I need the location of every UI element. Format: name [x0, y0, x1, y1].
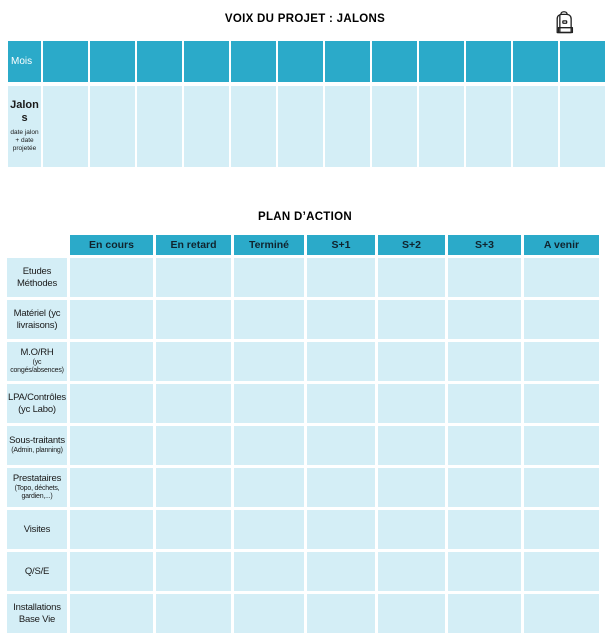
plan-column-header: A venir [524, 235, 599, 255]
plan-row-label [7, 552, 67, 591]
plan-cell[interactable] [156, 468, 231, 507]
plan-cell[interactable] [378, 594, 445, 633]
plan-cell[interactable] [307, 468, 375, 507]
jalons-title: VOIX DU PROJET : JALONS [224, 13, 386, 25]
plan-column-header: En retard [156, 235, 231, 255]
plan-cell[interactable] [307, 300, 375, 339]
plan-cell[interactable] [234, 342, 304, 381]
plan-cell[interactable] [448, 258, 521, 297]
plan-row-sublabel: (Admin, planning) [11, 447, 63, 455]
plan-row-label [7, 594, 67, 633]
month-cell[interactable] [231, 41, 276, 82]
plan-cell[interactable] [307, 426, 375, 465]
plan-row-label-text: Matériel (yc livraisons) [13, 307, 61, 331]
plan-cell[interactable] [378, 300, 445, 339]
plan-row-label-text: Installations Base Vie [13, 601, 61, 625]
plan-cell[interactable] [524, 426, 599, 465]
jalon-cell[interactable] [513, 86, 558, 167]
plan-column-header: S+1 [307, 235, 375, 255]
plan-cell[interactable] [70, 258, 153, 297]
plan-cell[interactable] [448, 552, 521, 591]
plan-cell[interactable] [448, 510, 521, 549]
plan-cell[interactable] [156, 426, 231, 465]
plan-cell[interactable] [448, 468, 521, 507]
plan-row-label-text: M.O/RH [20, 347, 54, 359]
jalon-cell[interactable] [325, 86, 370, 167]
plan-cell[interactable] [524, 342, 599, 381]
plan-cell[interactable] [307, 510, 375, 549]
plan-cell[interactable] [234, 594, 304, 633]
plan-cell[interactable] [307, 342, 375, 381]
jalon-cell[interactable] [184, 86, 229, 167]
plan-cell[interactable] [156, 594, 231, 633]
plan-cell[interactable] [234, 258, 304, 297]
jalon-cell[interactable] [90, 86, 135, 167]
month-cell[interactable] [90, 41, 135, 82]
plan-column-header: Terminé [234, 235, 304, 255]
month-cell[interactable] [325, 41, 370, 82]
plan-table-corner [7, 235, 67, 255]
plan-row-sublabel: (Topo, déchets, gardien,...) [14, 485, 60, 501]
plan-cell[interactable] [378, 342, 445, 381]
plan-cell[interactable] [307, 258, 375, 297]
plan-cell[interactable] [70, 300, 153, 339]
jalons-table [8, 41, 605, 167]
plan-cell[interactable] [70, 426, 153, 465]
plan-cell[interactable] [234, 300, 304, 339]
jalons-row-sublabel: date jalon + date projetée [10, 128, 39, 153]
jalon-cell[interactable] [137, 86, 182, 167]
plan-cell[interactable] [524, 258, 599, 297]
plan-cell[interactable] [234, 510, 304, 549]
month-row-label: Mois [8, 41, 41, 82]
plan-cell[interactable] [156, 510, 231, 549]
plan-table [7, 235, 599, 633]
plan-cell[interactable] [307, 384, 375, 423]
plan-cell[interactable] [70, 510, 153, 549]
plan-row-label [7, 384, 67, 423]
plan-cell[interactable] [156, 384, 231, 423]
jalon-cell[interactable] [419, 86, 464, 167]
plan-row-label [7, 342, 67, 381]
plan-cell[interactable] [70, 384, 153, 423]
plan-cell[interactable] [234, 426, 304, 465]
jalon-cell[interactable] [278, 86, 323, 167]
plan-cell[interactable] [156, 552, 231, 591]
jalon-cell[interactable] [560, 86, 605, 167]
month-cell[interactable] [466, 41, 511, 82]
jalon-cell[interactable] [372, 86, 417, 167]
plan-cell[interactable] [448, 594, 521, 633]
month-cell[interactable] [137, 41, 182, 82]
plan-row-label-text: LPA/Contrôles (yc Labo) [8, 391, 66, 415]
plan-cell[interactable] [524, 510, 599, 549]
plan-cell[interactable] [448, 426, 521, 465]
backpack-icon [549, 8, 579, 38]
plan-row-label [7, 300, 67, 339]
plan-cell[interactable] [448, 384, 521, 423]
month-cell[interactable] [419, 41, 464, 82]
month-cell[interactable] [43, 41, 88, 82]
plan-column-header: S+2 [378, 235, 445, 255]
plan-cell[interactable] [156, 342, 231, 381]
plan-title: PLAN D’ACTION [258, 211, 352, 223]
plan-row-label [7, 468, 67, 507]
plan-cell[interactable] [378, 384, 445, 423]
plan-cell[interactable] [524, 468, 599, 507]
plan-cell[interactable] [448, 300, 521, 339]
plan-column-header: En cours [70, 235, 153, 255]
plan-cell[interactable] [156, 258, 231, 297]
plan-row-label-text: Q/S/E [24, 565, 50, 577]
plan-row-label-text: Sous-traitants [9, 435, 65, 447]
plan-cell[interactable] [524, 594, 599, 633]
plan-cell[interactable] [524, 384, 599, 423]
plan-cell[interactable] [234, 384, 304, 423]
plan-cell[interactable] [307, 552, 375, 591]
plan-cell[interactable] [70, 594, 153, 633]
plan-row-label-text: Visites [23, 523, 51, 535]
plan-cell[interactable] [448, 342, 521, 381]
plan-row-label-text: Prestataires [12, 473, 62, 485]
plan-cell[interactable] [524, 552, 599, 591]
plan-cell[interactable] [234, 552, 304, 591]
plan-cell[interactable] [524, 300, 599, 339]
plan-cell[interactable] [307, 594, 375, 633]
plan-cell[interactable] [378, 552, 445, 591]
plan-row-sublabel: (yc congés/absences) [10, 359, 64, 375]
plan-cell[interactable] [234, 468, 304, 507]
jalons-row-label-text: Jalons [10, 99, 39, 125]
month-cell[interactable] [184, 41, 229, 82]
plan-column-header: S+3 [448, 235, 521, 255]
jalon-cell[interactable] [466, 86, 511, 167]
jalons-row-label [8, 86, 41, 167]
jalon-cell[interactable] [231, 86, 276, 167]
month-cell[interactable] [560, 41, 605, 82]
plan-row-label [7, 258, 67, 297]
plan-row-label-text: Etudes Méthodes [16, 265, 58, 289]
plan-cell[interactable] [70, 342, 153, 381]
month-cell[interactable] [372, 41, 417, 82]
plan-cell[interactable] [378, 258, 445, 297]
plan-cell[interactable] [70, 552, 153, 591]
plan-cell[interactable] [156, 300, 231, 339]
plan-cell[interactable] [378, 426, 445, 465]
month-cell[interactable] [278, 41, 323, 82]
plan-row-label [7, 426, 67, 465]
plan-cell[interactable] [378, 468, 445, 507]
plan-cell[interactable] [378, 510, 445, 549]
month-cell[interactable] [513, 41, 558, 82]
plan-cell[interactable] [70, 468, 153, 507]
plan-row-label [7, 510, 67, 549]
jalon-cell[interactable] [43, 86, 88, 167]
